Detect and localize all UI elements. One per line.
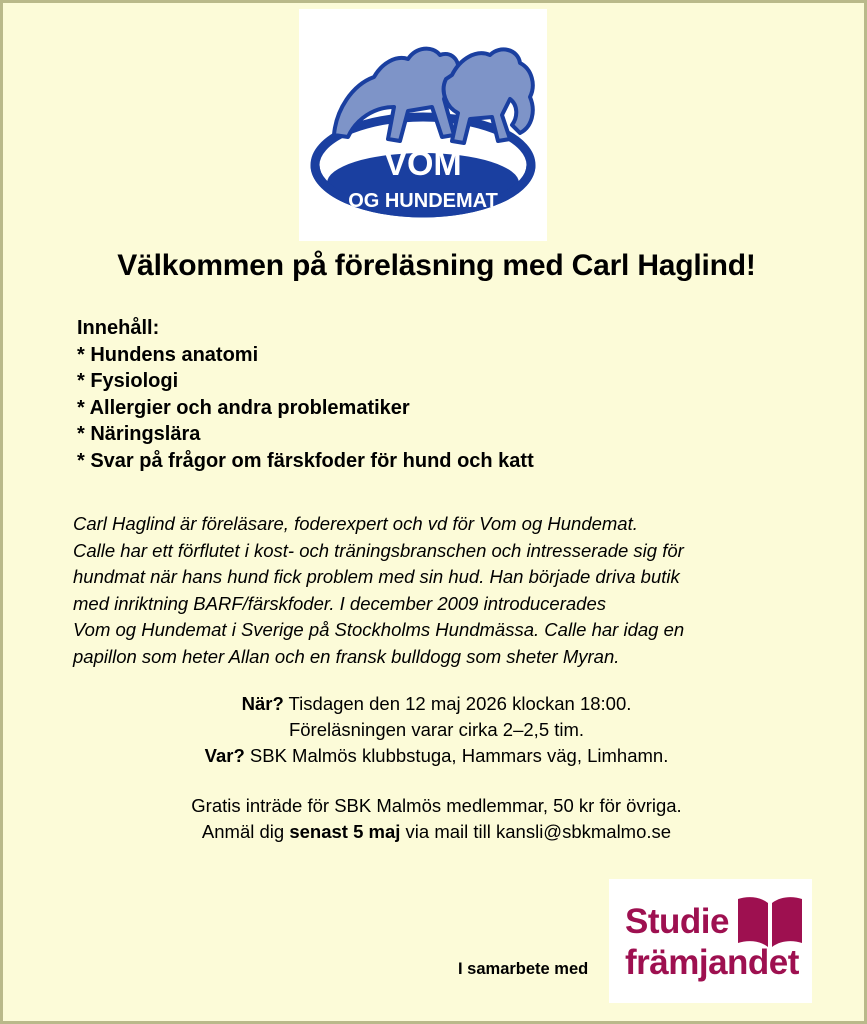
event-where-line	[3, 743, 867, 769]
speaker-bio-line: med inriktning BARF/färskfoder. I december 2009 introducerades	[73, 592, 606, 614]
event-duration: Föreläsningen varar cirka 2–2,5 tim.	[288, 719, 585, 740]
speaker-bio-line: Carl Haglind är föreläsare, foderexpert och vd för Vom og Hundemat.	[73, 513, 638, 534]
signup-line	[3, 819, 867, 845]
vom-og-hundemat-logo	[299, 9, 547, 241]
studiefrajandet-line2: främjandet	[625, 943, 799, 982]
speaker-bio-line: Vom og Hundemat i Sverige på Stockholms Hundmässa. Calle har idag en	[73, 619, 685, 640]
speaker-bio-line: hundmat när hans hund fick problem med sin hud. Han började driva butik	[73, 566, 680, 587]
event-details	[3, 691, 867, 769]
signup-email-text: via mail till kansli@sbkmalmo.se	[400, 821, 672, 842]
logo-word-bottom: OG HUNDEMAT	[348, 190, 498, 212]
content-list-title: Innehåll:	[77, 317, 160, 339]
content-list-item: * Fysiologi	[77, 370, 179, 392]
partner-label: I samarbete med	[458, 960, 589, 978]
event-where-label: Var?	[204, 745, 245, 766]
speaker-bio-line: Calle har ett förflutet i kost- och träningsbranschen och intresserade sig för	[73, 539, 684, 561]
signup-deadline: senast 5 maj	[289, 821, 401, 842]
fee-and-signup	[3, 793, 867, 845]
event-when-text: Tisdagen den 12 maj 2026 klockan 18:00.	[283, 693, 632, 714]
fee-line: Gratis inträde för SBK Malmös medlemmar, 50 kr för övriga.	[191, 795, 682, 816]
content-list-item: * Svar på frågor om färskfoder för hund och katt	[77, 449, 534, 472]
speaker-bio-line: papillon som heter Allan och en fransk bulldogg som sheter Myran.	[73, 645, 620, 667]
content-list-item: * Näringslära	[77, 423, 201, 445]
speaker-bio	[73, 511, 773, 670]
event-where-text: SBK Malmös klubbstuga, Hammars väg, Limhamn.	[244, 745, 669, 766]
event-when-label: När?	[241, 693, 284, 714]
page-title: Välkommen på föreläsning med Carl Haglind!	[117, 249, 756, 282]
content-list	[77, 315, 777, 474]
content-list-item: * Hundens anatomi	[77, 343, 259, 366]
vom-og-hundemat-logo-icon	[304, 15, 542, 235]
signup-prefix: Anmäl dig	[201, 821, 290, 842]
open-book-icon	[735, 893, 805, 953]
studiefrajandet-logo	[609, 879, 812, 1003]
logo-word-top: VOM	[384, 145, 462, 183]
content-list-item: * Allergier och andra problematiker	[77, 396, 410, 419]
event-when-line	[3, 691, 867, 717]
studiefrajandet-line1: Studie	[625, 902, 729, 941]
